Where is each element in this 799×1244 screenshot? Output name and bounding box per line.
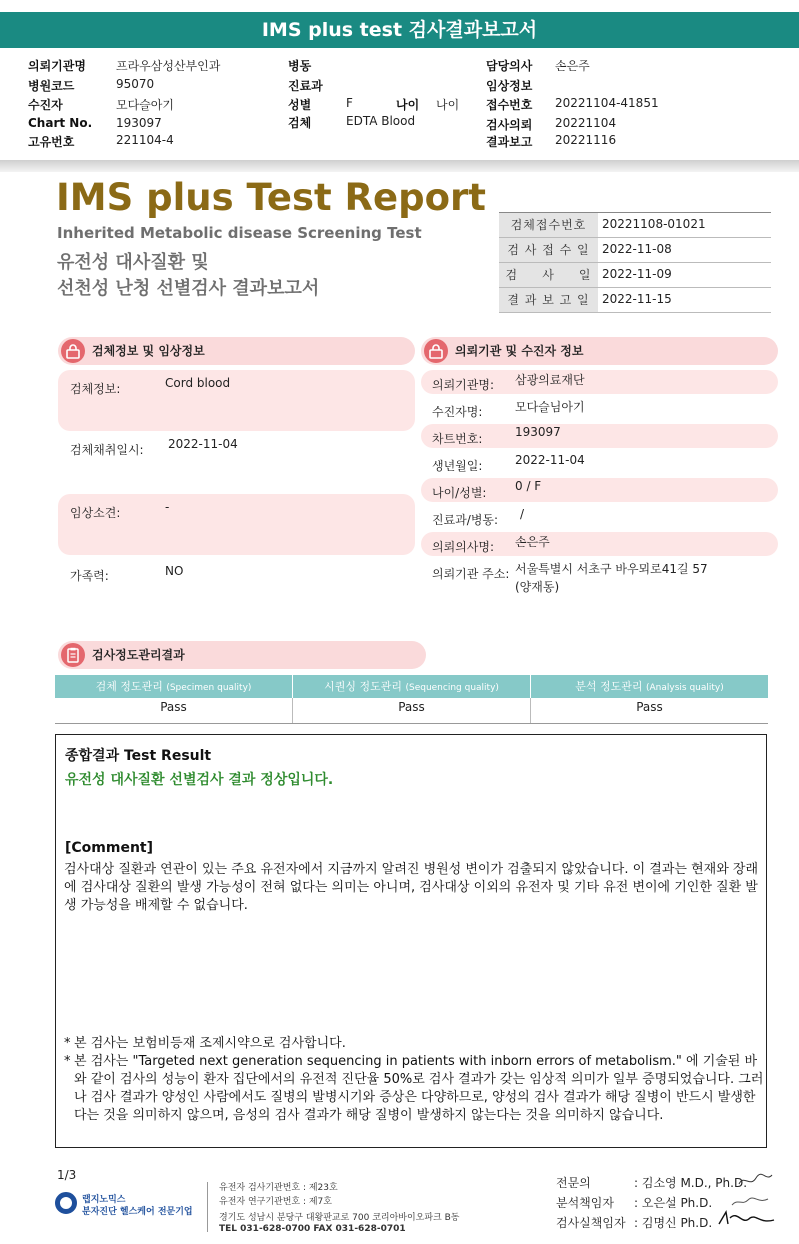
result-title: 종합결과 Test Result — [65, 748, 212, 764]
notes — [64, 1035, 764, 1125]
institution-address-line2: (양재동) — [515, 580, 560, 594]
signer-name: : 오은설 Ph.D. — [634, 1196, 713, 1210]
header-info — [0, 54, 799, 154]
birth-date-label: 생년월일: — [432, 459, 483, 473]
hospital-name-label: 의뢰기관명 — [28, 59, 86, 73]
specimen-info-value: Cord blood — [165, 376, 231, 390]
unique-no-label: 고유번호 — [28, 135, 75, 149]
result-summary: 유전성 대사질환 선별검사 결과 정상입니다. — [65, 772, 334, 788]
comment-header: [Comment] — [65, 840, 154, 856]
requesting-institution-value: 삼광의료재단 — [515, 373, 585, 387]
company-address: 경기도 성남시 분당구 대왕판교로 700 코리아바이오파크 B동 — [219, 1213, 460, 1223]
receipt-row — [499, 238, 771, 263]
report-date-value: 20221116 — [555, 133, 617, 147]
signer-name: : 김명신 Ph.D. — [634, 1216, 713, 1230]
hospital-name-value: 프라우삼성산부인과 — [116, 59, 221, 73]
doctor-label: 담당의사 — [486, 59, 533, 73]
report-subtitle: Inherited Metabolic disease Screening Test — [57, 224, 422, 242]
signer-name: : 김소영 M.D., Ph.D. — [634, 1176, 748, 1190]
quality-column-header — [55, 675, 293, 698]
note-item — [64, 1035, 764, 1053]
collection-date-value: 2022-11-04 — [168, 437, 238, 451]
doctor-value: 손은주 — [555, 59, 590, 73]
clinical-findings-value: - — [165, 500, 170, 514]
family-history-label: 가족력: — [70, 569, 109, 583]
patient-name-label: 수진자명: — [432, 405, 483, 419]
column-name-en: (Sequencing quality) — [405, 683, 499, 693]
quality-column-header — [531, 675, 768, 698]
column-name: 검체 정도관리 — [95, 680, 163, 693]
specimen-info-label: 검체정보: — [70, 382, 121, 396]
quality-table-header — [55, 675, 768, 698]
request-date-value: 20221104 — [555, 116, 617, 130]
column-name: 분석 정도관리 — [575, 680, 643, 693]
institution-address-label: 의뢰기관 주소: — [432, 567, 510, 581]
quality-section-header — [58, 641, 426, 669]
chart-number-label: 차트번호: — [432, 432, 483, 446]
report-title: IMS plus Test Report — [56, 176, 486, 219]
unique-no-value: 221104-4 — [116, 133, 174, 147]
receipt-key: 검체접수번호 — [499, 213, 598, 237]
page-number: 1/3 — [57, 1168, 77, 1182]
age-label: 나이 — [396, 98, 420, 112]
column-name-en: (Specimen quality) — [166, 683, 252, 693]
receipt-key: 결 과 보 고 일 — [499, 288, 598, 312]
age-sex-value: 0 / F — [515, 479, 542, 493]
report-korean-title-line2: 선천성 난청 선별검사 결과보고서 — [57, 278, 320, 299]
patient-section-header — [421, 337, 778, 365]
lock-icon — [61, 339, 85, 363]
specimen-label: 검체 — [288, 116, 312, 130]
lock-icon — [424, 339, 448, 363]
footer-divider — [207, 1182, 208, 1232]
section-title: 검사정도관리결과 — [92, 648, 185, 662]
specimen-quality-result: Pass — [55, 698, 293, 723]
section-title: 의뢰기관 및 수진자 정보 — [455, 344, 584, 358]
receipt-value: 2022-11-09 — [602, 267, 672, 281]
patient-name-value: 모다슬님아기 — [515, 400, 585, 414]
header-band — [0, 0, 799, 60]
report-korean-title-line1: 유전성 대사질환 및 — [57, 252, 209, 273]
request-date-label: 검사의뢰 — [486, 118, 533, 132]
chart-number-value: 193097 — [515, 425, 561, 439]
clinical-info-label: 임상정보 — [486, 79, 533, 93]
receipt-row — [499, 288, 771, 313]
quality-column-header — [293, 675, 531, 698]
quality-table — [55, 675, 768, 724]
note-item — [64, 1053, 764, 1125]
department-ward-label: 진료과/병동: — [432, 513, 499, 527]
receipt-key: 검 사 일 — [499, 263, 598, 287]
document-title: IMS plus test 검사결과보고서 — [0, 12, 799, 48]
result-box — [55, 734, 767, 1148]
receipt-no-label: 접수번호 — [486, 98, 533, 112]
logo-mark-icon — [55, 1192, 77, 1214]
license-number-2: 유전자 연구기관번호 : 제7호 — [219, 1197, 332, 1207]
column-name: 시퀀싱 정도관리 — [324, 680, 402, 693]
chart-no-label: Chart No. — [28, 116, 93, 130]
signer-title: 분석책임자 — [556, 1196, 614, 1210]
logo-name: 랩지노믹스 — [82, 1195, 126, 1205]
department-ward-value: / — [520, 507, 525, 521]
note-text: 본 검사는 "Targeted next generation sequencing in patients with inborn errors of metabolism." 에 기술된 바와 같이 검사의 성능이 환자 집단에서의 유전적 진단율 50%로 검사 결과가 갖는 임상적 의미가 일부 증명되었습니다. 그러나 검사 결과가 양성인 사람에서도 질병의 발병시기와 증상은 다양하므로, 양성의 검사 결과가 해당 질병이 반드시 발생한다는 것을 의미하지 않으며, 음성의 검사 결과가 해당 질병이 발생하지 않는다는 것을 의미하지 않습니다. — [74, 1054, 764, 1123]
receipt-value: 20221108-01021 — [602, 217, 706, 231]
license-number-1: 유전자 검사기관번호 : 제23호 — [219, 1183, 338, 1193]
header-divider — [0, 160, 799, 172]
signer-title: 전문의 — [556, 1176, 591, 1190]
logo-tagline: 분자진단 헬스케어 전문기업 — [82, 1207, 193, 1217]
family-history-value: NO — [165, 564, 184, 578]
report-date-label: 결과보고 — [486, 135, 533, 149]
hospital-code-value: 95070 — [116, 77, 155, 91]
specimen-value: EDTA Blood — [346, 114, 416, 128]
sex-value: F — [346, 96, 353, 110]
note-bullet: * — [64, 1054, 71, 1069]
age-sex-label: 나이/성별: — [432, 486, 487, 500]
signature-icon — [736, 1170, 776, 1190]
receipt-value: 2022-11-15 — [602, 292, 672, 306]
quality-table-row — [55, 698, 768, 724]
requesting-institution-label: 의뢰기관명: — [432, 378, 495, 392]
receipt-key: 검 사 접 수 일 — [499, 238, 598, 262]
sequencing-quality-result: Pass — [293, 698, 531, 723]
comment-text: 검사대상 질환과 연관이 있는 주요 유전자에서 지금까지 알려진 병원성 변이가 검출되지 않았습니다. 이 결과는 현재와 장래에 검사대상 질환의 발생 가능성이 전혀 없다는 의미는 아니며, 검사대상 이외의 유전자 및 기타 유전 변이에 기인한 질환 발생 가능성을 배제할 수 없습니다. — [64, 862, 759, 913]
note-bullet: * — [64, 1036, 71, 1051]
section-title: 검체정보 및 임상정보 — [92, 344, 205, 358]
company-phone-fax: TEL 031-628-0700 FAX 031-628-0701 — [219, 1224, 406, 1234]
age-value: 나이 — [436, 98, 460, 112]
receipt-table — [499, 212, 771, 313]
note-text: 본 검사는 보험비등재 조제시약으로 검사합니다. — [74, 1036, 346, 1051]
sex-label: 성별 — [288, 98, 312, 112]
patient-label: 수진자 — [28, 98, 63, 112]
requesting-doctor-value: 손은주 — [515, 535, 550, 549]
chart-no-value: 193097 — [116, 116, 162, 130]
signer-title: 검사실책임자 — [556, 1216, 626, 1230]
column-name-en: (Analysis quality) — [646, 683, 724, 693]
hospital-code-label: 병원코드 — [28, 79, 75, 93]
receipt-no-value: 20221104-41851 — [555, 96, 659, 110]
specimen-section-header — [58, 337, 415, 365]
company-logo — [55, 1192, 205, 1218]
clipboard-icon — [61, 643, 85, 667]
requesting-doctor-label: 의뢰의사명: — [432, 540, 495, 554]
signature-icon — [716, 1208, 778, 1230]
institution-address-line1: 서울특별시 서초구 바우뫼로41길 57 — [515, 562, 708, 576]
department-label: 진료과 — [288, 79, 323, 93]
patient-value: 모다슬아기 — [116, 98, 174, 112]
receipt-value: 2022-11-08 — [602, 242, 672, 256]
collection-date-label: 검체채취일시: — [70, 443, 144, 457]
receipt-row — [499, 213, 771, 238]
receipt-row — [499, 263, 771, 288]
clinical-findings-label: 임상소견: — [70, 506, 121, 520]
signature-icon — [728, 1190, 772, 1210]
birth-date-value: 2022-11-04 — [515, 453, 585, 467]
analysis-quality-result: Pass — [636, 700, 663, 714]
ward-label: 병동 — [288, 59, 312, 73]
